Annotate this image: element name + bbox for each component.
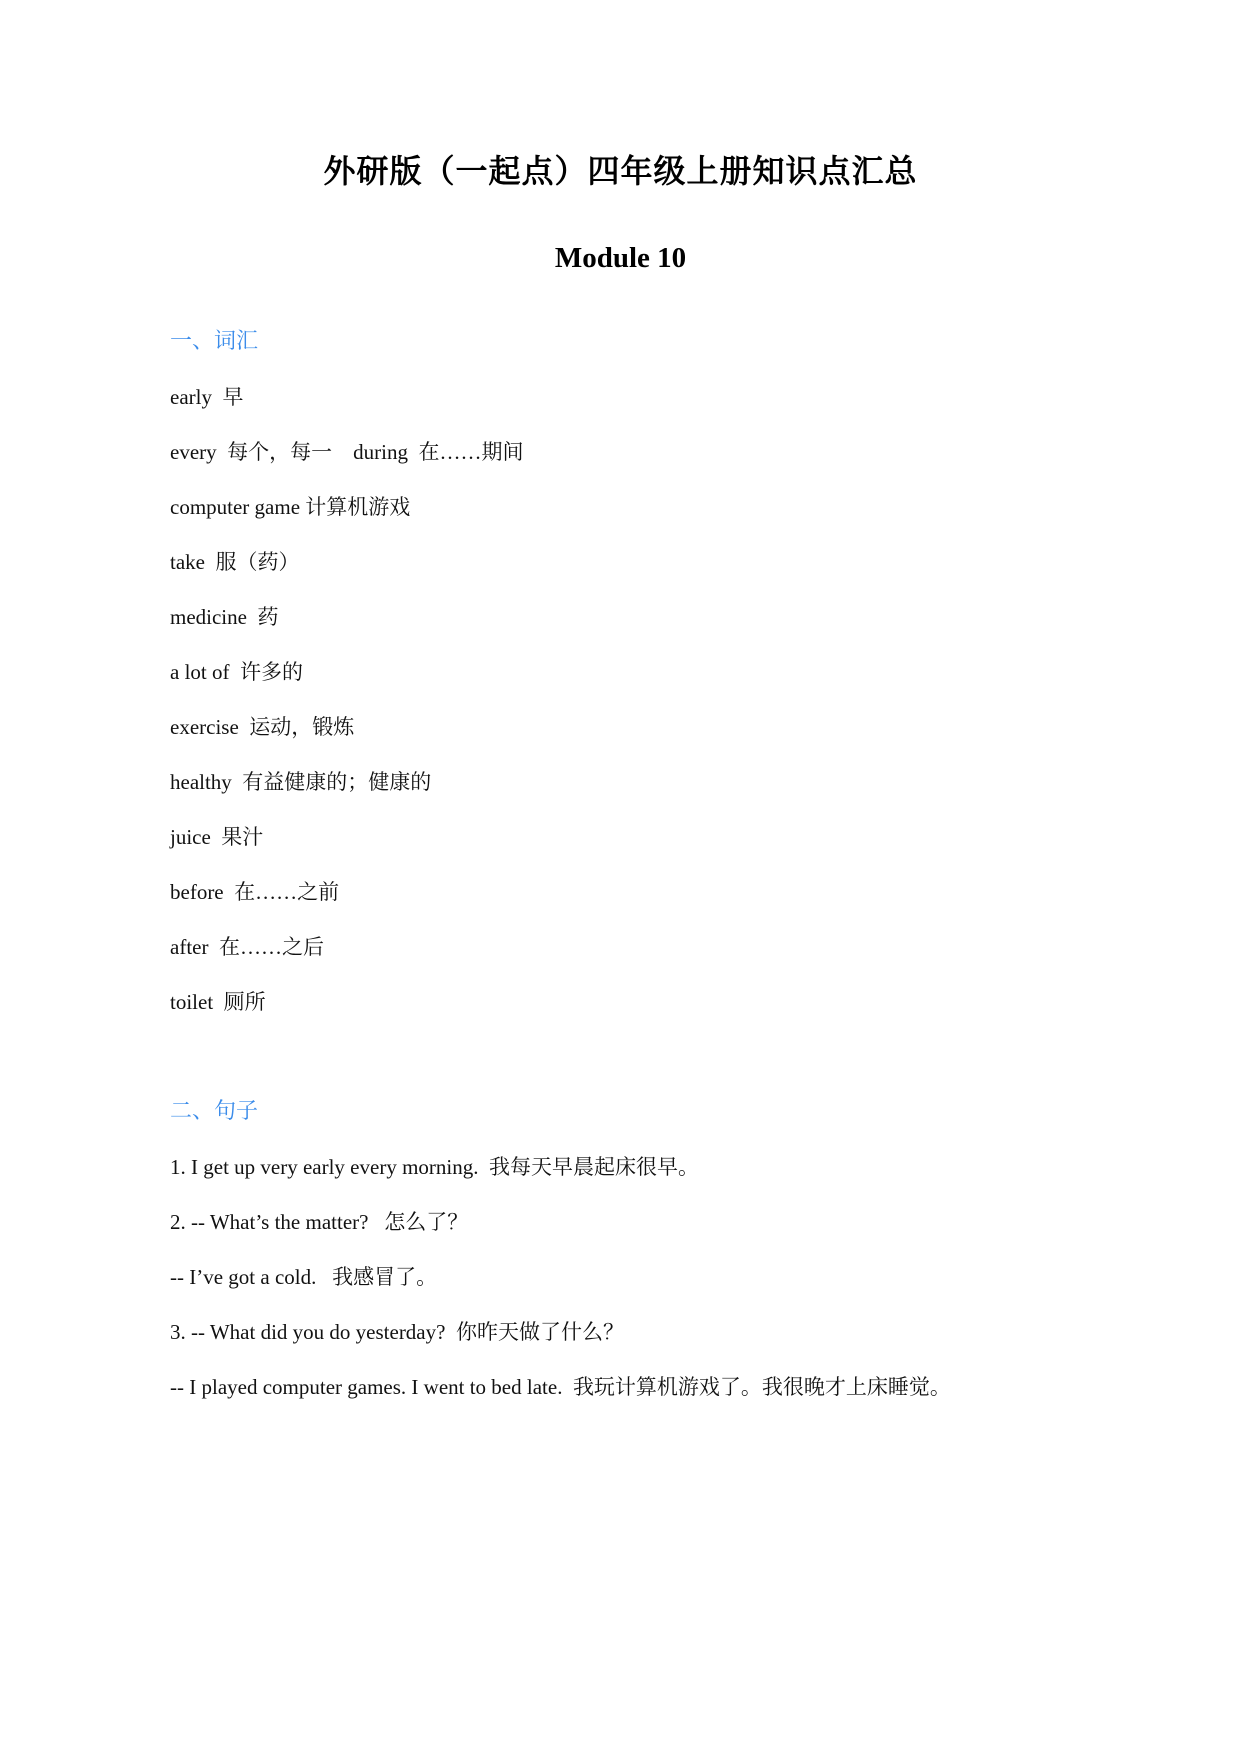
vocab-entry-healthy: healthy 有益健康的；健康的: [170, 770, 432, 794]
sentence-3-answer: -- I played computer games. I went to bed late. 我玩计算机游戏了。我很晚才上床睡觉。: [170, 1375, 951, 1399]
sentence-3-question: 3. -- What did you do yesterday? 你昨天做了什么？: [170, 1320, 624, 1344]
vocab-entry-juice: juice 果汁: [170, 825, 264, 849]
vocab-entry-after: after 在……之后: [170, 935, 324, 959]
module-title: Module 10: [554, 242, 687, 274]
vocab-entry-computer-game: computer game 计算机游戏: [170, 495, 411, 519]
sentence-2-answer: -- I’ve got a cold. 我感冒了。: [170, 1265, 438, 1289]
vocab-entry-early: early 早: [170, 385, 244, 409]
vocabulary-section: [170, 323, 1071, 1021]
sentences-heading: 二、句子: [170, 1098, 259, 1123]
vocab-entry-before: before 在……之前: [170, 880, 340, 904]
page-title: 外研版（一起点）四年级上册知识点汇总: [323, 153, 918, 189]
vocab-entry-a-lot-of: a lot of 许多的: [170, 660, 303, 684]
sentence-1: 1. I get up very early every morning. 我每天早晨起床很早。: [170, 1155, 699, 1179]
vocab-entry-take: take 服（药）: [170, 550, 300, 574]
vocab-entry-every-during: every 每个，每一 during 在……期间: [170, 440, 524, 464]
sentence-2-question: 2. -- What’s the matter? 怎么了？: [170, 1210, 469, 1234]
vocab-entry-medicine: medicine 药: [170, 605, 279, 629]
vocabulary-heading: 一、词汇: [170, 328, 259, 353]
sentences-section: [170, 1093, 1071, 1406]
vocab-entry-exercise: exercise 运动，锻炼: [170, 715, 355, 739]
vocab-entry-toilet: toilet 厕所: [170, 990, 266, 1014]
